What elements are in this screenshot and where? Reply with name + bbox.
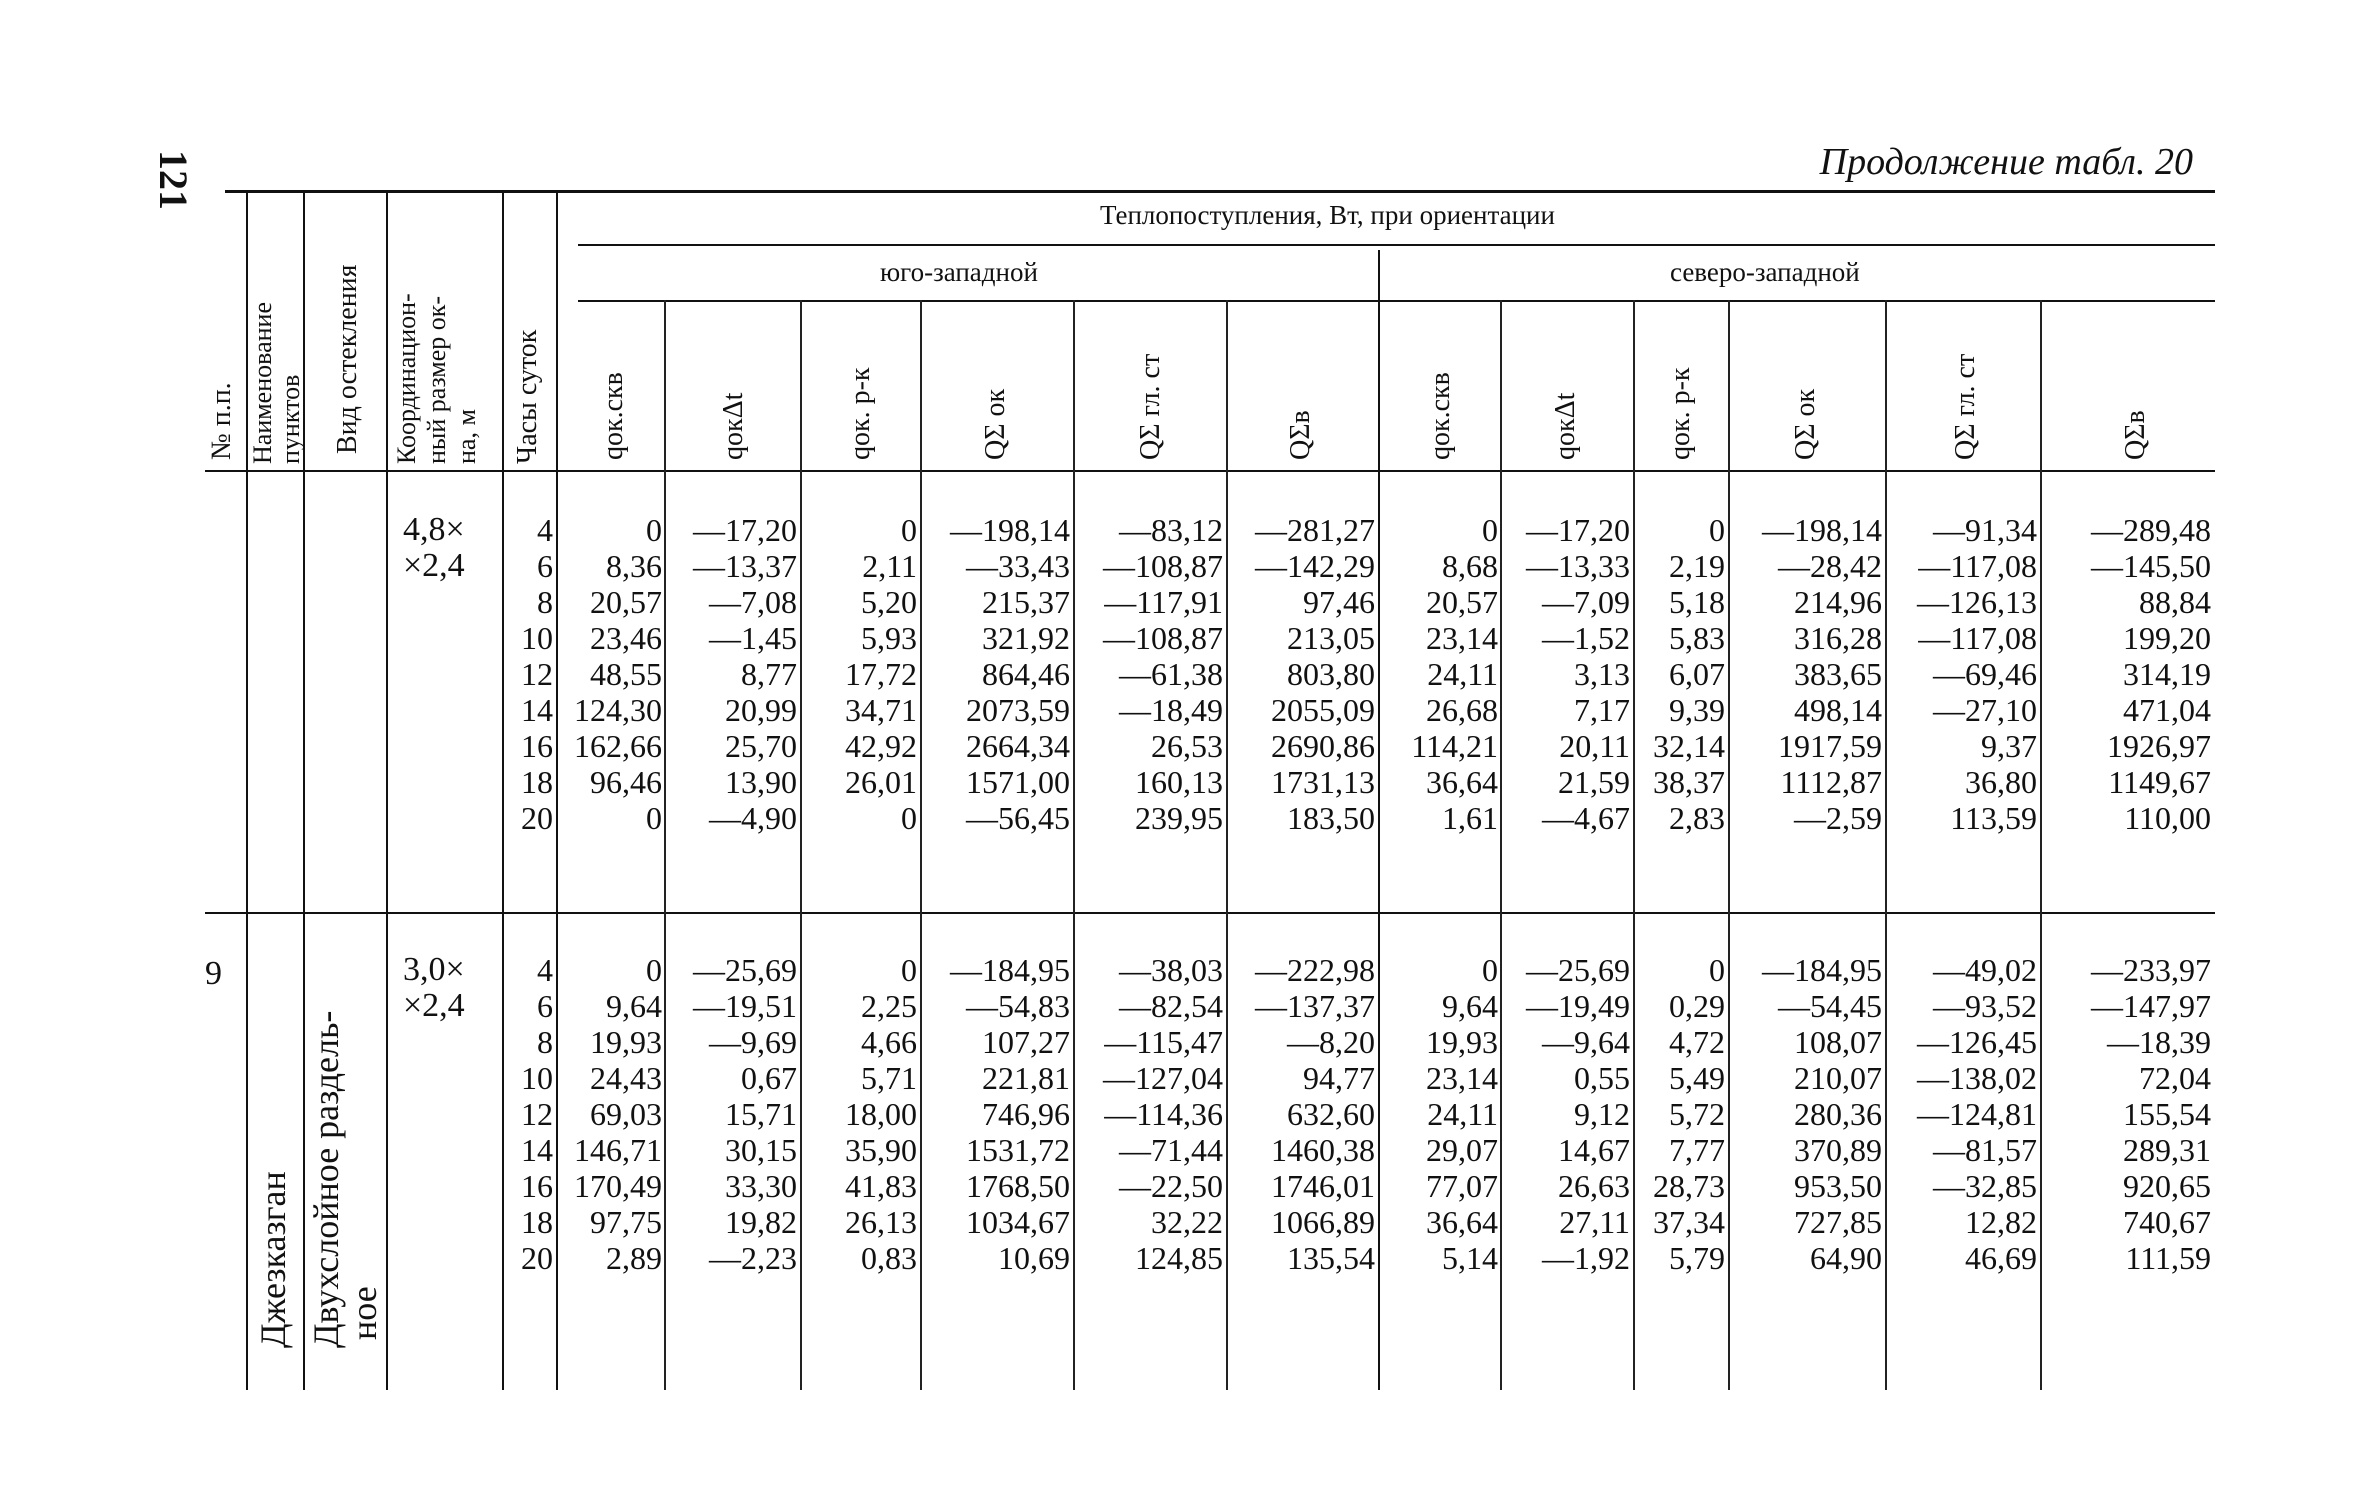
header-name-2: пунктов <box>276 374 305 464</box>
block2-sw-q-scattered: 0 9,64 19,93 24,43 69,03 146,71 170,49 97,75 2,89 <box>574 952 662 1276</box>
block1-sw-q-scattered: 0 8,36 20,57 23,46 48,55 124,30 162,66 96,46 0 <box>574 512 662 836</box>
rule-sw-4 <box>1073 300 1075 1390</box>
rule-nw-1 <box>1500 300 1502 1390</box>
block2-nw-q-rk: 0 0,29 4,72 5,49 5,72 7,77 28,73 37,34 5,79 <box>1653 952 1725 1276</box>
block1-sw-q-dt: —17,20 —13,37 —7,08 —1,45 8,77 20,99 25,70 13,90 —4,90 <box>693 512 797 836</box>
page-number: 121 <box>151 150 197 210</box>
table-continuation-title: Продолжение табл. 20 <box>1819 141 2193 183</box>
nw-Q-blank-wall: QΣ гл. ст <box>1950 353 1981 460</box>
header-hours: Часы суток <box>512 329 543 464</box>
nw-Q-total: QΣв <box>2120 410 2151 460</box>
sw-q-scattered: qок.скв <box>598 372 629 460</box>
block2-number: 9 <box>205 955 222 992</box>
orientation-rule <box>578 300 2215 302</box>
nw-Q-window: QΣ ок <box>1790 388 1821 460</box>
block2-hours: 4 6 8 10 12 14 16 18 20 <box>521 952 553 1276</box>
block2-nw-Q-blank-wall: —49,02 —93,52 —126,45 —138,02 —124,81 —81,57 —32,85 12,82 46,69 <box>1917 952 2037 1276</box>
header-name-1: Наименование <box>248 302 277 464</box>
block-separator-rule <box>205 912 2215 914</box>
header-coord-2: ный размер ок- <box>422 295 451 464</box>
block2-sw-Q-total: —222,98 —137,37 —8,20 94,77 632,60 1460,38 1746,01 1066,89 135,54 <box>1255 952 1375 1276</box>
rule-nw-5 <box>2040 300 2042 1390</box>
block2-nw-q-scattered: 0 9,64 19,93 23,14 24,11 29,07 77,07 36,64 5,14 <box>1426 952 1498 1276</box>
nw-q-dt: qокΔt <box>1550 392 1581 460</box>
block1-nw-Q-window: —198,14 —28,42 214,96 316,28 383,65 498,14 1917,59 1112,87 —2,59 <box>1762 512 1882 836</box>
rule-sw-5 <box>1226 300 1228 1390</box>
block1-nw-Q-blank-wall: —91,34 —117,08 —126,13 —117,08 —69,46 —27,10 9,37 36,80 113,59 <box>1917 512 2037 836</box>
rule-sw-3 <box>920 300 922 1390</box>
block1-nw-q-rk: 0 2,19 5,18 5,83 6,07 9,39 32,14 38,37 2,83 <box>1653 512 1725 836</box>
sw-Q-total: QΣв <box>1285 410 1316 460</box>
gains-title: Теплопоступления, Вт, при ориентации <box>1100 200 1555 230</box>
header-no: № п.п. <box>206 382 237 460</box>
block1-nw-q-scattered: 0 8,68 20,57 23,14 24,11 26,68 114,21 36,64 1,61 <box>1411 512 1498 836</box>
block1-window-size: 4,8× ×2,4 <box>403 511 465 584</box>
block2-nw-q-dt: —25,69 —19,49 —9,64 0,55 9,12 14,67 26,63 27,11 —1,92 <box>1526 952 1630 1276</box>
rule-nw-4 <box>1885 300 1887 1390</box>
block2-glazing-1: Двухслойное раздель- <box>306 1010 346 1348</box>
header-coord-3: на, м <box>452 409 481 464</box>
block1-sw-Q-total: —281,27 —142,29 97,46 213,05 803,80 2055,09 2690,86 1731,13 183,50 <box>1255 512 1375 836</box>
block1-nw-q-dt: —17,20 —13,33 —7,09 —1,52 3,13 7,17 20,11 21,59 —4,67 <box>1526 512 1630 836</box>
rule-col-4 <box>502 190 504 1390</box>
block2-sw-q-dt: —25,69 —19,51 —9,69 0,67 15,71 30,15 33,30 19,82 —2,23 <box>693 952 797 1276</box>
block2-sw-Q-blank-wall: —38,03 —82,54 —115,47 —127,04 —114,36 —71,44 —22,50 32,22 124,85 <box>1103 952 1223 1276</box>
rule-sw-1 <box>664 300 666 1390</box>
sw-q-dt: qокΔt <box>718 392 749 460</box>
block1-sw-Q-blank-wall: —83,12 —108,87 —117,91 —108,87 —61,38 —18,49 26,53 160,13 239,95 <box>1103 512 1223 836</box>
nw-q-rk: qок. р-к <box>1665 367 1696 460</box>
block2-nw-Q-window: —184,95 —54,45 108,07 210,07 280,36 370,89 953,50 727,85 64,90 <box>1762 952 1882 1276</box>
rule-sw-nw <box>1378 250 1380 1390</box>
orientation-northwest: северо-западной <box>1670 257 1860 287</box>
block1-hours: 4 6 8 10 12 14 16 18 20 <box>521 512 553 836</box>
block2-sw-Q-window: —184,95 —54,83 107,27 221,81 746,96 1531,72 1768,50 1034,67 10,69 <box>950 952 1070 1276</box>
block2-city: Джезказган <box>253 1171 293 1348</box>
gains-rule <box>578 244 2215 246</box>
top-rule <box>225 190 2215 193</box>
header-coord-1: Координацион- <box>392 293 421 464</box>
rule-nw-2 <box>1633 300 1635 1390</box>
sw-Q-window: QΣ ок <box>980 388 1011 460</box>
nw-q-scattered: qок.скв <box>1425 372 1456 460</box>
block1-sw-Q-window: —198,14 —33,43 215,37 321,92 864,46 2073,59 2664,34 1571,00 —56,45 <box>950 512 1070 836</box>
rule-col-3 <box>386 190 388 1390</box>
rule-col-5 <box>556 190 558 1390</box>
block2-glazing-2: ное <box>344 1286 384 1340</box>
rule-sw-2 <box>800 300 802 1390</box>
block2-nw-Q-total: —233,97 —147,97 —18,39 72,04 155,54 289,31 920,65 740,67 111,59 <box>2091 952 2211 1276</box>
block1-nw-Q-total: —289,48 —145,50 88,84 199,20 314,19 471,04 1926,97 1149,67 110,00 <box>2091 512 2211 836</box>
orientation-southwest: юго-западной <box>880 257 1038 287</box>
block2-sw-q-rk: 0 2,25 4,66 5,71 18,00 35,90 41,83 26,13 0,83 <box>845 952 917 1276</box>
rule-nw-3 <box>1728 300 1730 1390</box>
block2-window-size: 3,0× ×2,4 <box>403 951 465 1024</box>
block1-sw-q-rk: 0 2,11 5,20 5,93 17,72 34,71 42,92 26,01 0 <box>845 512 917 836</box>
sw-q-rk: qок. р-к <box>845 367 876 460</box>
sw-Q-blank-wall: QΣ гл. ст <box>1135 353 1166 460</box>
header-glazing: Вид остекления <box>332 264 363 454</box>
header-bottom-rule <box>205 470 2215 472</box>
